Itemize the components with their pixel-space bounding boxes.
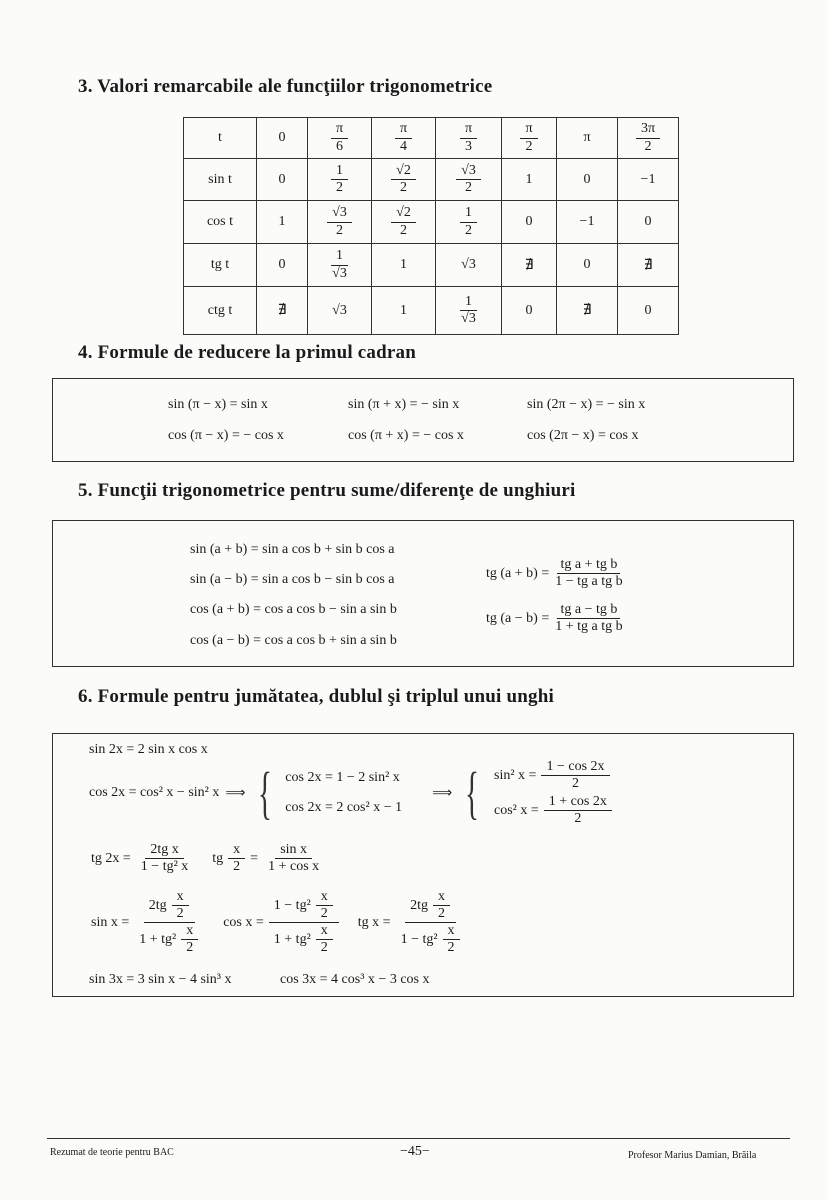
row-header-cell [184,201,257,244]
math-text: tg 2x = [91,850,131,866]
numerator [327,205,352,222]
math-text: 1 [465,293,472,309]
formula: sin 3x = 3 sin x − 4 sin³ x [89,972,232,987]
denominator [395,223,412,239]
cos2x-derivation [89,759,615,827]
formula: cos (a + b) = cos a cos b − sin a sin b [190,602,397,617]
denominator [134,923,204,956]
math-text: 1 [465,205,472,221]
numerator [544,794,612,811]
table-cell [257,159,308,201]
math-text: 0 [278,171,286,187]
fraction [541,759,609,792]
table-cell [502,201,557,244]
fraction [391,163,416,196]
math-text: t [218,130,222,145]
math-text: x [320,923,328,939]
math-text: 3 [464,138,472,154]
numerator [331,248,348,265]
math-text: 1 [400,302,407,318]
denominator [316,906,333,922]
math-text: 2 [571,776,579,792]
numerator [275,842,312,859]
numerator [145,842,183,859]
numerator [331,163,348,180]
math-group [272,923,336,956]
table-cell [372,201,436,244]
numerator: tg a − tg b [557,602,620,619]
table-row [184,201,679,244]
math-text: π [464,121,473,137]
denominator [567,776,584,792]
section-number: 6. [78,686,93,707]
fraction [136,842,193,875]
math-text: 2 [438,906,445,922]
math-text: 0 [583,257,591,272]
math-text: π [525,121,533,137]
denominator [639,139,656,155]
denominator [520,139,537,155]
table-cell [257,118,308,159]
math-text: 0 [278,257,286,272]
numerator [172,889,189,906]
math-text: √3 [461,311,476,326]
math-text: 2 [400,180,407,195]
fraction [460,205,477,238]
math-text: 2tg x [150,842,179,857]
math-text: tg x = [343,914,391,930]
math-text: = [250,850,259,866]
math-text: 1 − tg² [400,931,438,947]
fraction [433,889,450,922]
math-text: 2 [525,138,533,154]
math-text: 0 [278,130,286,145]
table-cell [618,118,679,159]
math-text: 1 + tg² [139,931,177,947]
table-cell [557,159,618,201]
formula: cos 2x = cos² x − sin² x [89,785,220,801]
half-angle-substitution [89,889,469,956]
denominator [460,180,477,196]
math-text: ∄ [277,303,287,318]
math-text: √3 [332,302,347,318]
math-text: cos x = [209,914,264,930]
math-text: 2 [644,138,652,154]
fraction [456,294,481,327]
denominator [460,139,477,155]
formula: cos (π − x) = − cos x [168,428,284,443]
numerator [331,121,348,138]
math-text: 1 [336,162,343,178]
numerator [520,121,537,138]
math-text: sin t [208,171,232,187]
table-cell [502,118,557,159]
numerator [391,205,416,222]
math-text: 2 [336,180,343,195]
table-cell [618,287,679,335]
math-text: π [335,121,344,137]
math-text: 1 [525,171,533,187]
denominator [331,139,348,155]
fraction [395,121,412,154]
implies-arrow: ⟹ [225,785,246,801]
math-text: 6 [335,138,343,154]
numerator [405,889,456,923]
formula-lhs: tg (a − b) = [486,610,550,626]
denominator [269,923,339,956]
denominator [433,906,450,922]
formula: cos 3x = 4 cos³ x − 3 cos x [280,972,430,987]
numerator [541,759,609,776]
numerator [433,889,450,906]
formula: cos (2π − x) = cos x [527,428,639,443]
math-text: 4 [399,138,407,154]
numerator [636,121,660,138]
math-text: 0 [644,302,652,318]
formula-lhs: tg (a + b) = [486,565,550,581]
brace-system [285,770,402,816]
fraction [228,842,245,875]
table-cell [372,287,436,335]
math-text: 1 [278,214,286,229]
denominator [228,859,245,875]
numerator [395,121,412,138]
fraction [327,248,352,281]
numerator [460,205,477,222]
math-text: 2 [233,859,241,875]
fraction [134,889,204,956]
math-text: π [583,130,591,145]
table-cell [618,201,679,244]
math-text: 2 [336,222,343,238]
numerator [144,889,195,923]
formula: sin (a − b) = sin a cos b − sin b cos a [190,572,395,587]
math-text: 2 [447,940,455,956]
numerator [316,923,333,940]
math-text: x [438,889,445,904]
math-text: √2 [396,162,411,178]
fraction [263,842,324,875]
trig-values-table [183,117,679,335]
table-cell [502,159,557,201]
section-title: Formule pentru jumătatea, dublul şi triplul unui unghi [97,686,554,707]
fraction [456,163,481,196]
table-cell [257,244,308,287]
fraction [636,121,660,154]
denominator [456,311,481,327]
denominator [181,940,198,956]
left-brace-icon: { [258,760,273,826]
table-row [184,287,679,335]
math-text: 1 − tg² [273,897,311,913]
math-text: 1 [400,257,407,272]
denominator [136,859,193,875]
numerator [456,163,481,180]
section-title: Formule de reducere la primul cadran [97,342,416,363]
math-text: −1 [640,171,656,187]
formula: sin 2x = 2 sin x cos x [89,742,208,757]
math-text: 2 [186,940,194,956]
numerator [228,842,245,859]
math-text: √2 [396,205,411,221]
math-group [137,923,201,956]
footer-right: Profesor Marius Damian, Brăila [628,1150,757,1161]
reduction-formulas-box [52,378,794,462]
fraction [331,121,348,154]
fraction [316,889,333,922]
section-6-heading [78,686,554,708]
math-text: 0 [525,214,533,229]
table-cell [618,244,679,287]
math-text: 3π [640,121,656,137]
table-cell [436,287,502,335]
section-3-heading [78,76,492,98]
math-text: −1 [579,214,595,229]
section-4-heading [78,342,416,364]
math-text: x [176,889,184,904]
denominator [569,811,586,827]
table-cell [372,118,436,159]
table-cell [557,244,618,287]
numerator [181,923,198,940]
table-cell [618,159,679,201]
math-text: x [186,923,194,939]
formula [492,759,615,792]
math-text: 2 [400,222,407,238]
formula: sin (π − x) = sin x [168,397,268,412]
denominator [443,940,460,956]
math-text: 1 + tg² [273,931,311,947]
row-header-cell [184,118,257,159]
denominator [331,223,348,239]
math-text: x [320,889,328,904]
fraction [327,205,352,238]
table-cell [308,287,372,335]
math-text: tg [198,850,224,866]
sum-formulas-box [52,520,794,667]
fraction [520,121,537,154]
table-row [184,244,679,287]
math-group [147,889,192,922]
numerator [460,294,477,311]
table-cell [308,244,372,287]
math-text: 2 [320,906,328,922]
math-text: 1 [336,248,343,264]
math-text: ∄ [643,257,653,273]
numerator: tg a + tg b [557,557,620,574]
fraction [552,602,625,635]
table-cell [557,287,618,335]
table-cell [372,159,436,201]
math-text: √3 [332,205,347,221]
math-text: tg t [210,257,230,272]
fraction [544,794,612,827]
math-text: 1 + cos 2x [548,794,607,810]
formula: cos 2x = 2 cos² x − 1 [285,800,403,816]
denominator [172,906,189,922]
math-text: 1 + cos x [268,859,320,875]
section-title: Valori remarcabile ale funcţiilor trigonometrice [97,76,493,97]
footer-left: Rezumat de teorie pentru BAC [50,1147,174,1158]
table-cell [257,287,308,335]
math-text: x [447,923,455,939]
section-title: Funcţii trigonometrice pentru sume/diferenţe de unghiuri [97,480,576,501]
brace-system [492,759,615,827]
section-number: 5. [78,480,93,501]
left-brace-icon: { [465,760,480,826]
denominator [396,923,466,956]
math-text: sin² x = [494,767,537,783]
math-text: 2tg [148,897,167,913]
formula: cos 2x = 1 − 2 sin² x [285,770,400,786]
math-text: 2tg [410,897,428,913]
math-text: ctg t [207,302,233,318]
denominator [460,223,477,239]
math-text: 0 [525,302,533,318]
math-text: √3 [461,257,476,272]
math-text: π [399,121,408,137]
denominator [395,180,412,196]
math-text: √3 [461,162,476,178]
math-text: 2 [574,811,582,827]
table-cell [436,244,502,287]
math-text: ∄ [582,303,592,318]
table-cell [308,159,372,201]
page-number: −45− [400,1144,430,1159]
fraction [552,557,625,590]
multiple-angle-box [52,733,794,997]
math-text: 2 [320,940,328,956]
denominator [331,180,348,196]
math-group [272,889,336,922]
math-text: x [233,842,241,857]
fraction [331,163,348,196]
fraction [269,889,339,956]
numerator [316,889,333,906]
formula [492,794,615,827]
formula: sin (a + b) = sin a cos b + sin b cos a [190,542,395,557]
math-group [408,889,453,922]
formula: sin (π + x) = − sin x [348,397,460,412]
table-cell [502,244,557,287]
table-cell [308,118,372,159]
math-text: 0 [583,171,591,187]
denominator [395,139,412,155]
table-cell [372,244,436,287]
denominator [327,266,352,282]
tg-diff-formula [486,602,629,635]
math-text: 0 [644,214,652,229]
fraction [396,889,466,956]
tg-sum-formula [486,557,629,590]
math-text: 2 [465,222,472,238]
table-row [184,159,679,201]
fraction [391,205,416,238]
math-text: cos² x = [494,802,539,818]
table-cell [436,159,502,201]
numerator [460,121,477,138]
math-text: √3 [332,265,347,281]
denominator: 1 + tg a tg b [555,619,623,635]
table-cell [436,118,502,159]
fraction [172,889,189,922]
table-cell [502,287,557,335]
row-header-cell [184,287,257,335]
section-number: 3. [78,76,93,97]
fraction [316,923,333,956]
section-5-heading [78,480,576,502]
fraction [181,923,198,956]
table-cell [257,201,308,244]
math-group [399,923,463,956]
math-text: cos t [206,214,234,229]
denominator [316,940,333,956]
math-text: 1 − tg² x [140,859,189,875]
footer-rule [47,1138,790,1139]
table-cell [436,201,502,244]
denominator [263,859,324,875]
tangent-formulas [89,842,327,875]
formula: sin (2π − x) = − sin x [527,397,646,412]
math-text: sin x = [91,914,130,930]
denominator: 1 − tg a tg b [555,574,623,590]
implies-arrow: ⟹ [432,785,453,801]
fraction [443,923,460,956]
formula: cos (a − b) = cos a cos b + sin a sin b [190,633,397,648]
table-cell [308,201,372,244]
math-text: 2 [465,180,472,195]
table-cell [557,118,618,159]
math-text: 1 − cos 2x [546,759,605,774]
table-cell [557,201,618,244]
math-text: ∄ [524,257,534,273]
table-row [184,118,679,159]
numerator [443,923,460,940]
row-header-cell [184,244,257,287]
numerator [269,889,339,923]
fraction [460,121,477,154]
formula: cos (π + x) = − cos x [348,428,464,443]
row-header-cell [184,159,257,201]
section-number: 4. [78,342,93,363]
numerator [391,163,416,180]
math-text: sin x [280,842,308,857]
math-text: 2 [176,906,184,922]
